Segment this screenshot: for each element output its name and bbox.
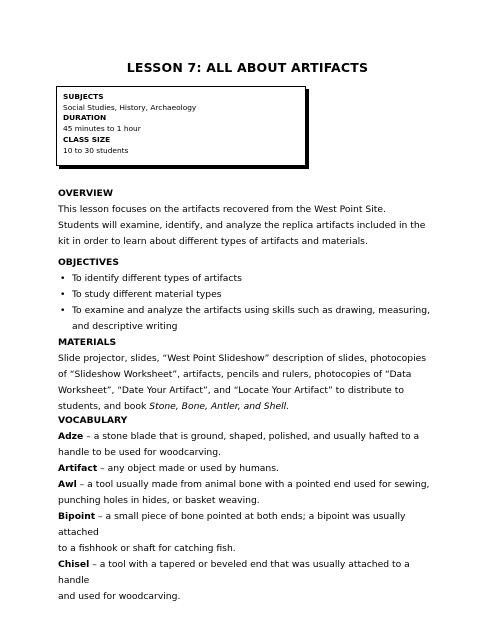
objective-item-continuation: and descriptive writing	[72, 321, 178, 332]
overview-line: This lesson focuses on the artifacts recovered from the West Point Site.	[58, 204, 386, 215]
vocab-entry-continuation: to a fishhook or shaft for catching fish.	[58, 543, 236, 554]
vocab-entry: Awl – a tool usually made from animal bone with a pointed end used for sewing,	[58, 479, 430, 490]
vocab-entry-continuation: and used for woodcarving.	[58, 591, 181, 602]
class-size-value: 10 to 30 students	[63, 145, 129, 155]
objectives-heading: OBJECTIVES	[58, 257, 119, 268]
class-size-label: CLASS SIZE	[63, 134, 111, 144]
vocab-entry: Chisel – a tool with a tapered or beveled end that was usually attached to a handle	[58, 559, 410, 586]
vocab-entry-continuation: punching holes in hides, or basket weaving.	[58, 495, 260, 506]
vocab-term: Bipoint	[58, 511, 96, 522]
lesson-info-box	[56, 86, 306, 166]
overview-heading: OVERVIEW	[58, 188, 113, 199]
page-title: LESSON 7: ALL ABOUT ARTIFACTS	[126, 60, 369, 75]
vocab-term: Chisel	[58, 559, 90, 570]
vocab-term: Artifact	[58, 463, 98, 474]
materials-line: of “Slideshow Worksheet”, artifacts, pencils and rulers, photocopies of “Data	[58, 369, 412, 380]
vocab-entry-continuation: handle to be used for woodcarving.	[58, 447, 221, 458]
overview-line: kit in order to learn about different types of artifacts and materials.	[58, 236, 368, 247]
duration-label: DURATION	[63, 113, 107, 123]
materials-line: students, and book Stone, Bone, Antler, and Shell.	[58, 401, 290, 412]
materials-heading: MATERIALS	[58, 337, 117, 348]
vocab-entry: Adze – a stone blade that is ground, shaped, polished, and usually hafted to a	[58, 431, 420, 442]
objective-item: • To examine and analyze the artifacts using skills such as drawing, measuring,	[58, 303, 438, 319]
vocab-term: Awl	[58, 479, 77, 490]
bullet-icon: •	[60, 289, 66, 300]
vocabulary-section	[58, 413, 438, 605]
materials-section	[58, 335, 438, 415]
vocab-term: Adze	[58, 431, 84, 442]
vocabulary-heading: VOCABULARY	[58, 415, 128, 426]
objectives-list	[58, 271, 438, 335]
materials-line: Worksheet”, “Date Your Artifact”, and “Locate Your Artifact” to distribute to	[58, 385, 404, 396]
subjects-value: Social Studies, History, Archaeology	[63, 102, 197, 112]
overview-line: Students will examine, identify, and analyze the replica artifacts included in the	[58, 220, 426, 231]
subjects-label: SUBJECTS	[63, 92, 104, 101]
objective-item: • To identify different types of artifacts	[58, 271, 438, 287]
bullet-icon: •	[60, 305, 66, 316]
bullet-icon: •	[60, 273, 66, 284]
overview-section	[58, 186, 438, 250]
duration-value: 45 minutes to 1 hour	[63, 124, 141, 134]
objectives-section	[58, 255, 438, 335]
materials-line: Slide projector, slides, “West Point Slideshow” description of slides, photocopies	[58, 353, 427, 364]
book-title: Stone, Bone, Antler, and Shell.	[149, 401, 290, 412]
vocab-entry: Bipoint – a small piece of bone pointed at both ends; a bipoint was usually attached	[58, 511, 406, 538]
vocab-entry: Artifact – any object made or used by humans.	[58, 463, 279, 474]
objective-item: • To study different material types	[58, 287, 438, 303]
